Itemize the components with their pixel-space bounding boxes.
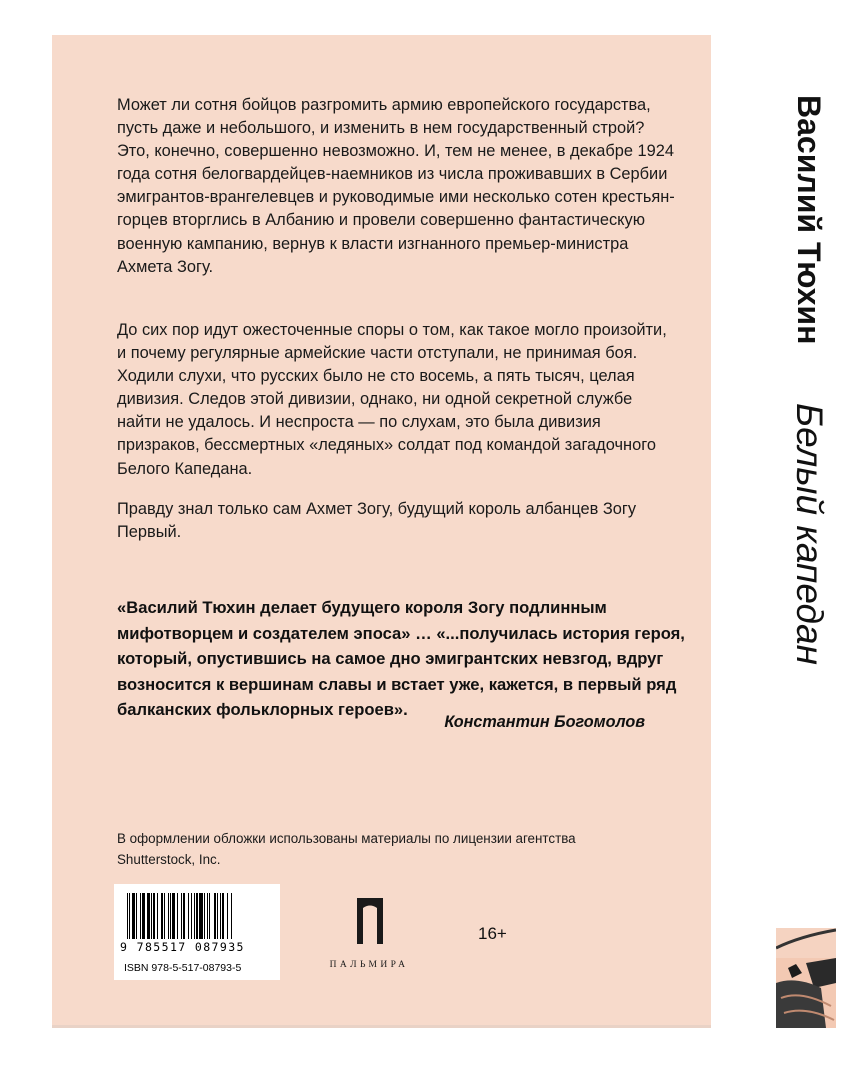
image-credits: В оформлении обложки использованы материалы по лицензии агентства Shutterstock, Inc. — [117, 831, 576, 867]
isbn-number: ISBN 978-5-517-08793-5 — [124, 962, 242, 974]
description-paragraph-1: Может ли сотня бойцов разгромить армию европейского государства, пусть даже и небольшого, и изменить в нем государственный строй? Это, конечно, совершенно невозможно. И, тем не менее, в декабре 1924 года сотня белогвардейцев-наемников из числа проживавших в Сербии эмигрантов-врангелевцев и руководимые ими несколько сотен крестьян-горцев вторглись в Албанию и провели совершенно фантастическую военную кампанию, вернув к власти изгнанного премьер-министра Ахмета Зогу. — [117, 96, 675, 276]
cover-edge — [52, 1025, 711, 1028]
description-paragraph-2: До сих пор идут ожесточенные споры о том, как такое могло произойти, и почему регулярные армейские части отступали, не принимая боя. Ходили слухи, что русских было не сто восемь, а пять тысяч, целая дивизия. Следов этой дивизии, однако, ни одной секретной службе найти не удалось. И неспроста — по слухам, это была дивизия призраков, бессмертных «ледяных» солдат под командой загадочного Белого Капедана. — [117, 321, 667, 478]
back-cover — [52, 35, 711, 1025]
review-quote: «Василий Тюхин делает будущего короля Зогу подлинным мифотворцем и создателем эпоса» … «...получилась история героя, который, опустившись на самое дно эмигрантских невзгод, вдруг возносится к вершинам славы и встает уже, кажется, в первый ряд балканских фольклорных героев». — [117, 598, 685, 720]
barcode-bars — [127, 893, 269, 939]
publisher-name: ПАЛЬМИРА — [329, 960, 409, 970]
front-cover-thumbnail — [776, 928, 836, 1028]
review-quote-author: Константин Богомолов — [444, 713, 645, 731]
spine-author: Василий Тюхин — [791, 95, 827, 345]
isbn-barcode — [114, 884, 280, 980]
description-paragraph-3: Правду знал только сам Ахмет Зогу, будущий король албанцев Зогу Первый. — [117, 500, 637, 542]
age-rating: 16+ — [478, 924, 507, 943]
spine-title: Белый капедан — [789, 403, 830, 665]
publisher-logo-icon — [357, 898, 383, 944]
barcode-digits: 9 785517 087935 — [120, 940, 245, 954]
